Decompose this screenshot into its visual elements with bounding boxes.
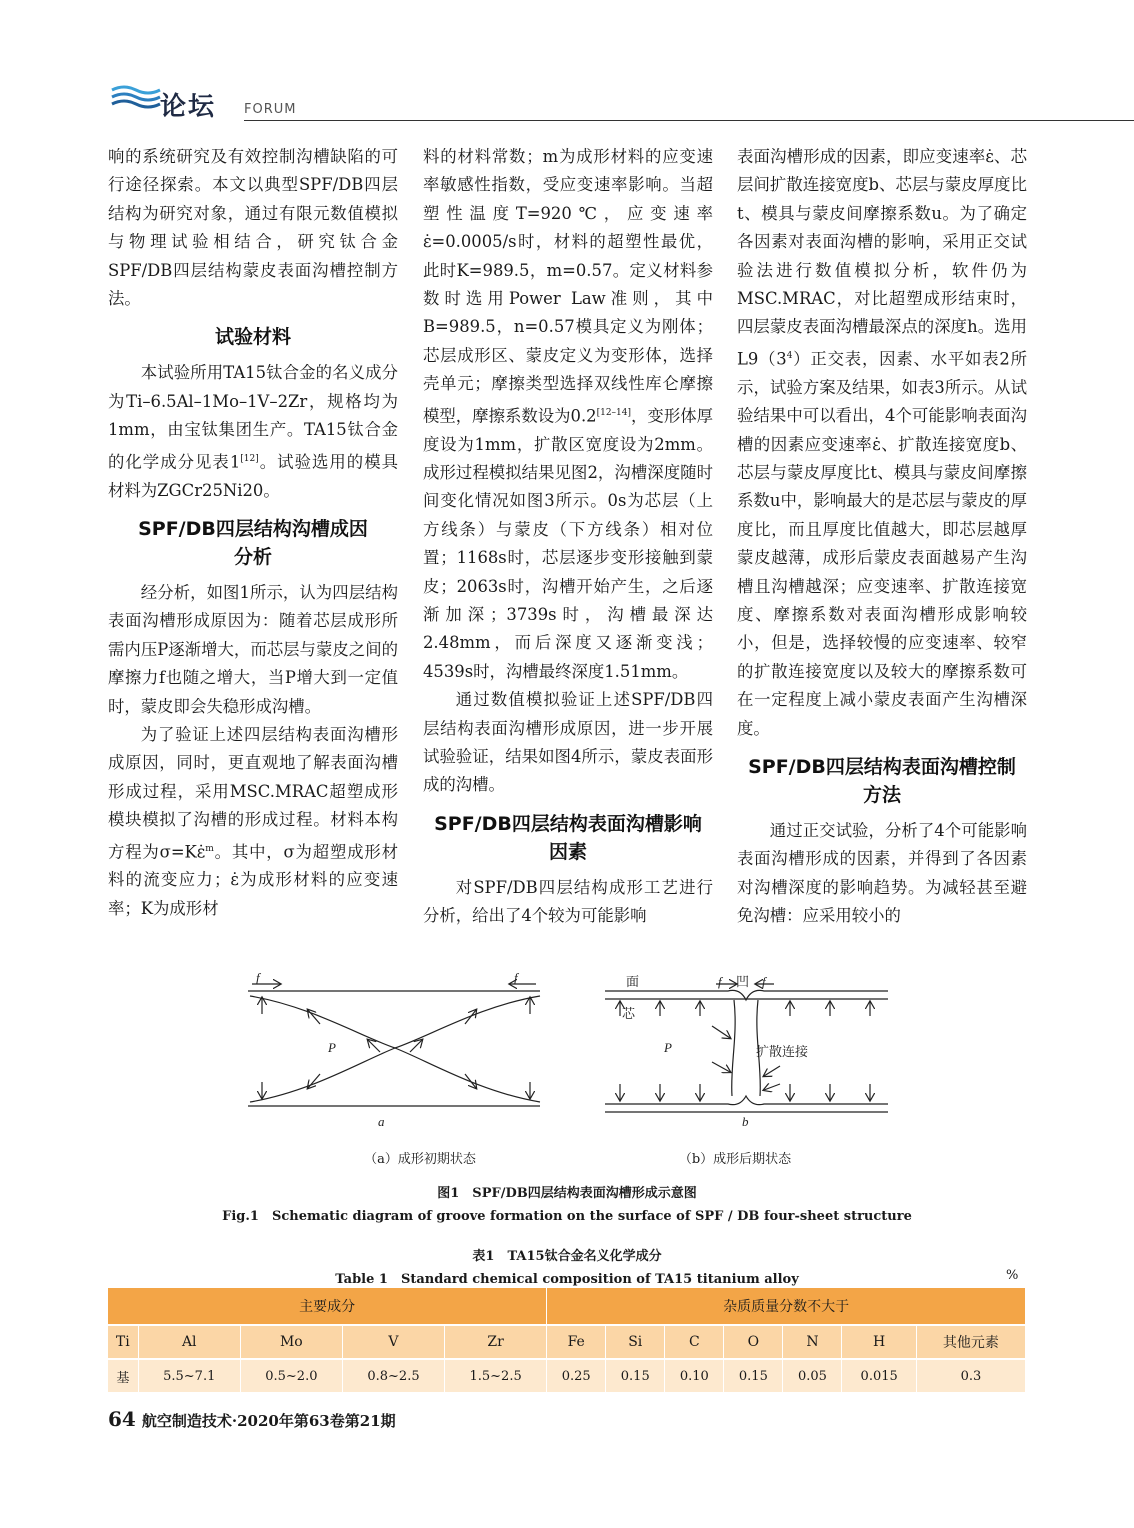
table-header-cell: V	[342, 1325, 444, 1359]
table-cell: 0.25	[547, 1359, 606, 1392]
paragraph-text: 本试验所用TA15钛合金的名义成分为Ti–6.5Al–1Mo–1V–2Zr，规格均为1mm，由宝钛集团生产。TA15钛合金的化学成分见表1	[108, 363, 398, 472]
paragraph: 响的系统研究及有效控制沟槽缺陷的可行途径探索。本文以典型SPF/DB四层结构为研究对象，通过有限元数值模拟与物理试验相结合，研究钛合金SPF/DB四层结构蒙皮表面沟槽控制方法。	[108, 147, 398, 309]
paragraph-text: 。试验选用的模具材料为ZGCr25Ni20。	[108, 452, 398, 500]
label-diffusion-bond: 扩散连接	[756, 1044, 809, 1059]
label-P: P	[328, 1040, 336, 1055]
text-column-3	[737, 143, 1027, 931]
table-cell: 基	[108, 1359, 138, 1392]
text-column-2	[423, 143, 713, 931]
superscript: 4	[786, 350, 793, 361]
table-header-cell: Fe	[547, 1325, 606, 1359]
label-f-b-left: f	[718, 974, 722, 989]
table-cell: 0.8~2.5	[342, 1359, 444, 1392]
table-header-cell: O	[724, 1325, 783, 1359]
table-caption-en: Table 1 Standard chemical composition of TA15 titanium alloy	[335, 1272, 799, 1287]
paragraph	[737, 143, 1027, 743]
figure-panel-b	[605, 974, 888, 1129]
figure-subcaption-a: （a）成形初期状态	[364, 1152, 476, 1167]
table-header-cell: Zr	[445, 1325, 547, 1359]
section-title-en: FORUM	[244, 102, 297, 117]
table-cell: 0.05	[783, 1359, 842, 1392]
paragraph-text: ）正交表，因素、水平如表2所示，试验方案及结果，如表3所示。从试验结果中可以看出，4个可能影响表面沟槽的因素应变速率ε̇、扩散连接宽度b、芯层与蒙皮厚度比t、模具与蒙皮间摩擦系数u中，影响最大的是芯层与蒙皮的厚度比，而且厚度比值越大，即芯层越厚蒙皮越薄，成形后蒙皮表面越易产生沟槽且沟槽越深；应变速率、扩散连接宽度、摩擦系数对表面沟槽形成影响较小，但是，选择较慢的应变速率、较窄的扩散连接宽度以及较大的摩擦系数可在一定程度上减小蒙皮表面产生沟槽深度。	[737, 349, 1027, 738]
header-rule	[244, 120, 1134, 121]
label-f-b-right: f	[762, 974, 766, 989]
forum-logo-icon	[110, 84, 162, 112]
section-heading: 试验材料	[214, 326, 291, 349]
label-a: a	[378, 1114, 385, 1129]
paragraph-text: 。其中，σ为超塑成形材料的流变应力；ε̇为成形材料的应变速率；K为成形材	[108, 842, 398, 918]
page-number: 64	[108, 1407, 136, 1431]
table-cell: 1.5~2.5	[445, 1359, 547, 1392]
figure-caption-cn: 图1 SPF/DB四层结构表面沟槽形成示意图	[437, 1186, 697, 1201]
citation-ref: [12]	[240, 453, 259, 464]
paragraph-text: 料的材料常数；m为成形材料的应变速率敏感性指数，受应变速率影响。当超塑性温度T=920℃，应变速率ε̇=0.0005/s时，材料的超塑性最优，此时K=989.5，m=0.57。定义材料参数时选用Power Law准则，其中B=989.5，n=0.57模具定义为刚体；芯层成形区、蒙皮定义为变形体，选择壳单元；摩擦类型选择双线性库仑摩擦模型，摩擦系数设为0.2	[423, 147, 713, 426]
group-impurity: 杂质质量分数不大于	[547, 1288, 1026, 1325]
paragraph-text: ，变形体厚度设为1mm，扩散区宽度设为2mm。成形过程模拟结果见图2，沟槽深度随时间变化情况如图3所示。0s为芯层（上方线条）与蒙皮（下方线条）相对位置；1168s时，芯层逐步变形接触到蒙皮；2063s时，沟槽开始产生，之后逐渐加深；3739s时，沟槽最深达2.48mm，而后深度又逐渐变浅；4539s时，沟槽最终深度1.51mm。	[423, 406, 713, 681]
table-caption-cn: 表1 TA15钛合金名义化学成分	[472, 1249, 662, 1264]
section-heading: SPF/DB四层结构表面沟槽控制方法	[748, 756, 1016, 806]
paragraph	[108, 359, 398, 505]
table-group-header-row	[108, 1288, 1026, 1325]
paragraph	[108, 721, 398, 923]
label-f-right: f	[514, 970, 518, 985]
table-cell: 0.015	[842, 1359, 916, 1392]
chemical-composition-table	[108, 1288, 1026, 1392]
table-cell: 0.5~2.0	[240, 1359, 342, 1392]
table-cell: 5.5~7.1	[138, 1359, 240, 1392]
figure-1-schematic	[240, 966, 900, 1166]
table-header-cell: 其他元素	[916, 1325, 1025, 1359]
paragraph-text: 表面沟槽形成的因素，即应变速率ε̇、芯层间扩散连接宽度b、芯层与蒙皮厚度比t、模具与蒙皮间摩擦系数u。为了确定各因素对表面沟槽的影响，采用正交试验法进行数值模拟分析，软件仍为MSC.MRAC，对比超塑成形结束时，四层蒙皮表面沟槽最深点的深度h。选用L9（3	[737, 147, 1027, 369]
table-header-cell: H	[842, 1325, 916, 1359]
table-header-cell: Si	[606, 1325, 665, 1359]
group-main: 主要成分	[108, 1288, 547, 1325]
table-row	[108, 1359, 1026, 1392]
label-b: b	[742, 1114, 749, 1129]
label-P-b: P	[664, 1040, 672, 1055]
table-header-cell: C	[665, 1325, 724, 1359]
paragraph: 经分析，如图1所示，认为四层结构表面沟槽形成原因为：随着芯层成形所需内压P逐渐增大，而芯层与蒙皮之间的摩擦力f也随之增大，当P增大到一定值时，蒙皮即会失稳形成沟槽。	[108, 582, 398, 716]
paragraph: 通过正交试验，分析了4个可能影响表面沟槽形成的因素，并得到了各因素对沟槽深度的影响趋势。为减轻甚至避免沟槽：应采用较小的	[737, 821, 1027, 926]
table-header-cell: N	[783, 1325, 842, 1359]
page-header	[0, 0, 1134, 130]
superscript: m	[205, 843, 214, 854]
journal-info: 航空制造技术·2020年第63卷第21期	[141, 1412, 396, 1430]
table-header-cell: Al	[138, 1325, 240, 1359]
label-surface: 面	[626, 974, 640, 989]
text-column-1	[108, 143, 398, 923]
table-header-cell: Ti	[108, 1325, 138, 1359]
figure-caption-en: Fig.1 Schematic diagram of groove formation on the surface of SPF / DB four-sheet structure	[222, 1209, 912, 1224]
paragraph-text: 为了验证上述四层结构表面沟槽形成原因，同时，更直观地了解表面沟槽形成过程，采用MSC.MRAC超塑成形模块模拟了沟槽的形成过程。材料本构方程为σ=Kε̇	[108, 724, 398, 862]
section-heading: SPF/DB四层结构表面沟槽影响因素	[434, 812, 702, 863]
section-heading: SPF/DB四层结构沟槽成因分析	[138, 517, 368, 568]
page-footer	[108, 1407, 396, 1431]
label-core: 芯	[622, 1006, 636, 1021]
table-header-cell: Mo	[240, 1325, 342, 1359]
table-cell: 0.15	[724, 1359, 783, 1392]
paragraph: 对SPF/DB四层结构成形工艺进行分析，给出了4个较为可能影响	[423, 877, 713, 926]
table-unit: %	[1006, 1268, 1019, 1283]
table-cell: 0.3	[916, 1359, 1025, 1392]
paragraph	[423, 143, 713, 686]
label-concave: 凹	[736, 974, 750, 989]
table-cell: 0.10	[665, 1359, 724, 1392]
label-f-left: f	[256, 970, 260, 985]
section-title: 论坛	[160, 92, 217, 122]
table-cell: 0.15	[606, 1359, 665, 1392]
table-header-row	[108, 1325, 1026, 1359]
figure-panel-a	[248, 970, 540, 1129]
paragraph: 通过数值模拟验证上述SPF/DB四层结构表面沟槽形成原因，进一步开展试验验证，结果如图4所示，蒙皮表面形成的沟槽。	[423, 690, 713, 795]
figure-subcaption-b: （b）成形后期状态	[678, 1152, 792, 1167]
citation-ref: [12–14]	[596, 407, 632, 418]
